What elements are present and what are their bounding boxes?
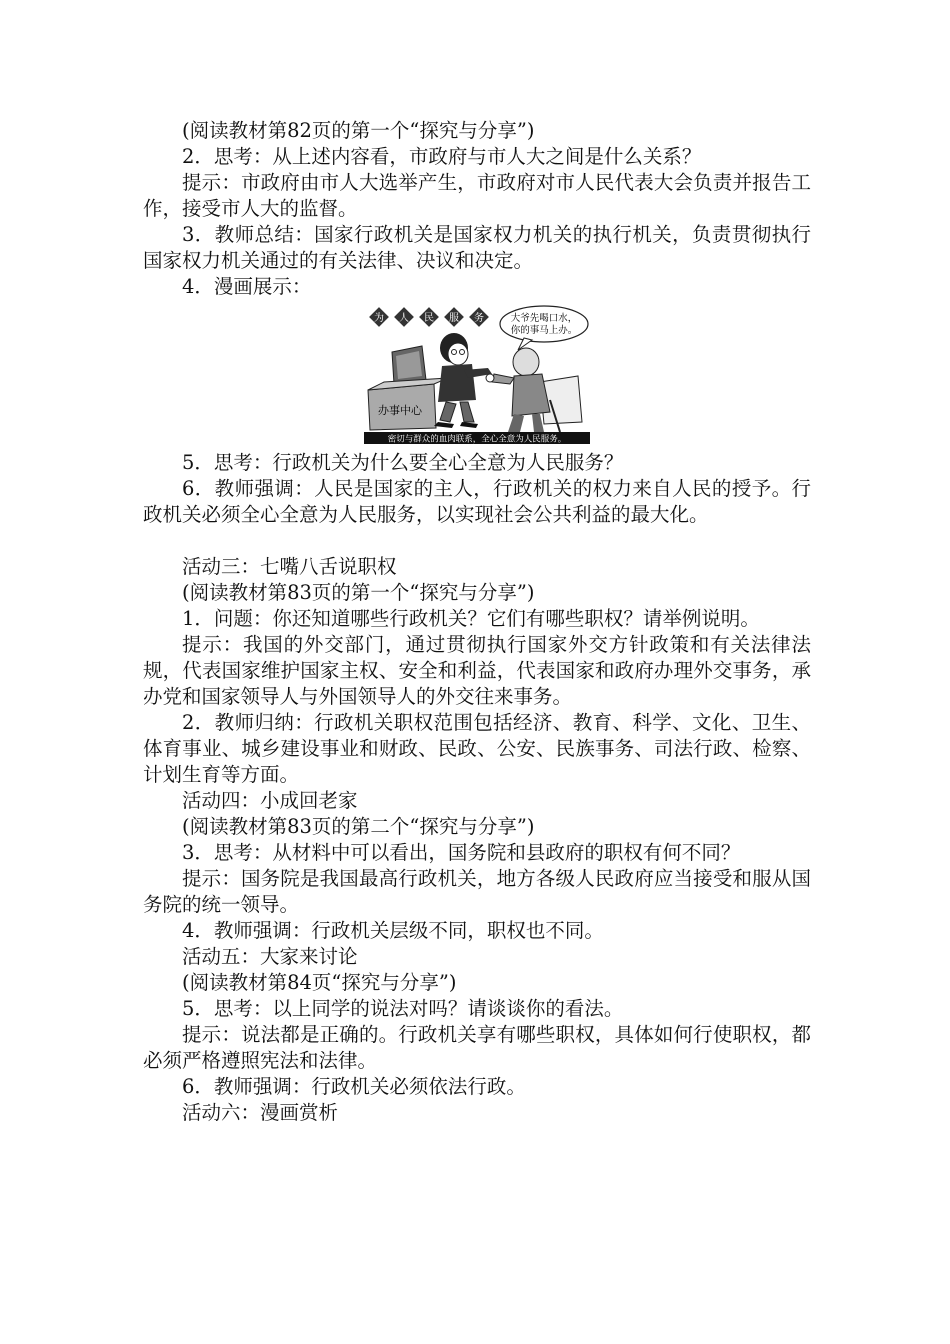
paragraph-reading-82: (阅读教材第82页的第一个“探究与分享”) — [182, 119, 535, 142]
spacer — [143, 528, 811, 554]
paragraph-reading-84: (阅读教材第84页“探究与分享”) — [182, 971, 457, 994]
heading-activity-4: 活动四：小成回老家 — [182, 789, 358, 812]
banner-char: 民 — [424, 313, 434, 324]
heading-activity-6: 活动六：漫画赏析 — [182, 1101, 339, 1124]
paragraph-question-1: 1．问题：你还知道哪些行政机关？它们有哪些职权？请举例说明。 — [182, 607, 760, 630]
paragraph-teacher-emphasis-4: 4．教师强调：行政机关层级不同，职权也不同。 — [182, 919, 604, 942]
banner — [369, 307, 489, 327]
paragraph-think-2: 2．思考：从上述内容看，市政府与市人大之间是什么关系？ — [182, 145, 702, 168]
speech-line-2: 你的事马上办。 — [510, 325, 578, 336]
paragraph-reading-83-first: (阅读教材第83页的第一个“探究与分享”) — [182, 581, 535, 604]
speech-bubble — [500, 306, 588, 350]
paragraph-teacher-emphasis-6: 6．教师强调：人民是国家的主人，行政机关的权力来自人民的授予。行政机关必须全心全意为人民服务，以实现社会公共利益的最大化。 — [143, 477, 811, 526]
paragraph-think-5b: 5．思考：以上同学的说法对吗？请谈谈你的看法。 — [182, 997, 624, 1020]
paragraph-teacher-summary: 3．教师总结：国家行政机关是国家权力机关的执行机关，负责贯彻执行国家权力机关通过的有关法律、决议和决定。 — [143, 223, 811, 272]
speech-line-1: 大爷先喝口水， — [510, 313, 578, 324]
paragraph-hint-state-council: 提示：国务院是我国最高行政机关，地方各级人民政府应当接受和服从国务院的统一领导。 — [143, 867, 811, 916]
paragraph-reading-83-second: (阅读教材第83页的第二个“探究与分享”) — [182, 815, 535, 838]
cartoon-illustration — [364, 304, 590, 444]
cartoon-caption — [364, 432, 590, 444]
paragraph-hint-law: 提示：说法都是正确的。行政机关享有哪些职权，具体如何行使职权，都必须严格遵照宪法和法律。 — [143, 1023, 811, 1072]
paragraph-cartoon-display: 4．漫画展示： — [182, 275, 312, 298]
clerk-figure — [434, 333, 492, 428]
heading-activity-3: 活动三：七嘴八舌说职权 — [182, 555, 397, 578]
elderly-man-figure — [486, 348, 582, 432]
paragraph-teacher-emphasis-6b: 6．教师强调：行政机关必须依法行政。 — [182, 1075, 526, 1098]
caption-text: 密切与群众的血肉联系，全心全意为人民服务。 — [387, 434, 567, 444]
banner-char: 服 — [449, 313, 459, 324]
paragraph-think-5: 5．思考：行政机关为什么要全心全意为人民服务？ — [182, 451, 624, 474]
heading-activity-5: 活动五：大家来讨论 — [182, 945, 358, 968]
paragraph-think-3: 3．思考：从材料中可以看出，国务院和县政府的职权有何不同？ — [182, 841, 741, 864]
banner-char: 人 — [399, 313, 409, 324]
cartoon-figure — [143, 304, 811, 444]
paragraph-hint-diplomacy: 提示：我国的外交部门，通过贯彻执行国家外交方针政策和有关法律法规，代表国家维护国家主权、安全和利益，代表国家和政府办理外交事务，承办党和国家领导人与外国领导人的外交往来事务。 — [143, 633, 811, 708]
paragraph-teacher-summary-2: 2．教师归纳：行政机关职权范围包括经济、教育、科学、文化、卫生、体育事业、城乡建设事业和财政、民政、公安、民族事务、司法行政、检察、计划生育等方面。 — [143, 711, 811, 786]
desk-sign: 办事中心 — [378, 404, 422, 417]
banner-char: 为 — [374, 313, 384, 324]
document-body — [143, 118, 811, 1126]
banner-char: 务 — [474, 313, 484, 324]
service-desk — [368, 378, 448, 430]
paragraph-hint-1: 提示：市政府由市人大选举产生，市政府对市人民代表大会负责并报告工作，接受市人大的监督。 — [143, 171, 811, 220]
